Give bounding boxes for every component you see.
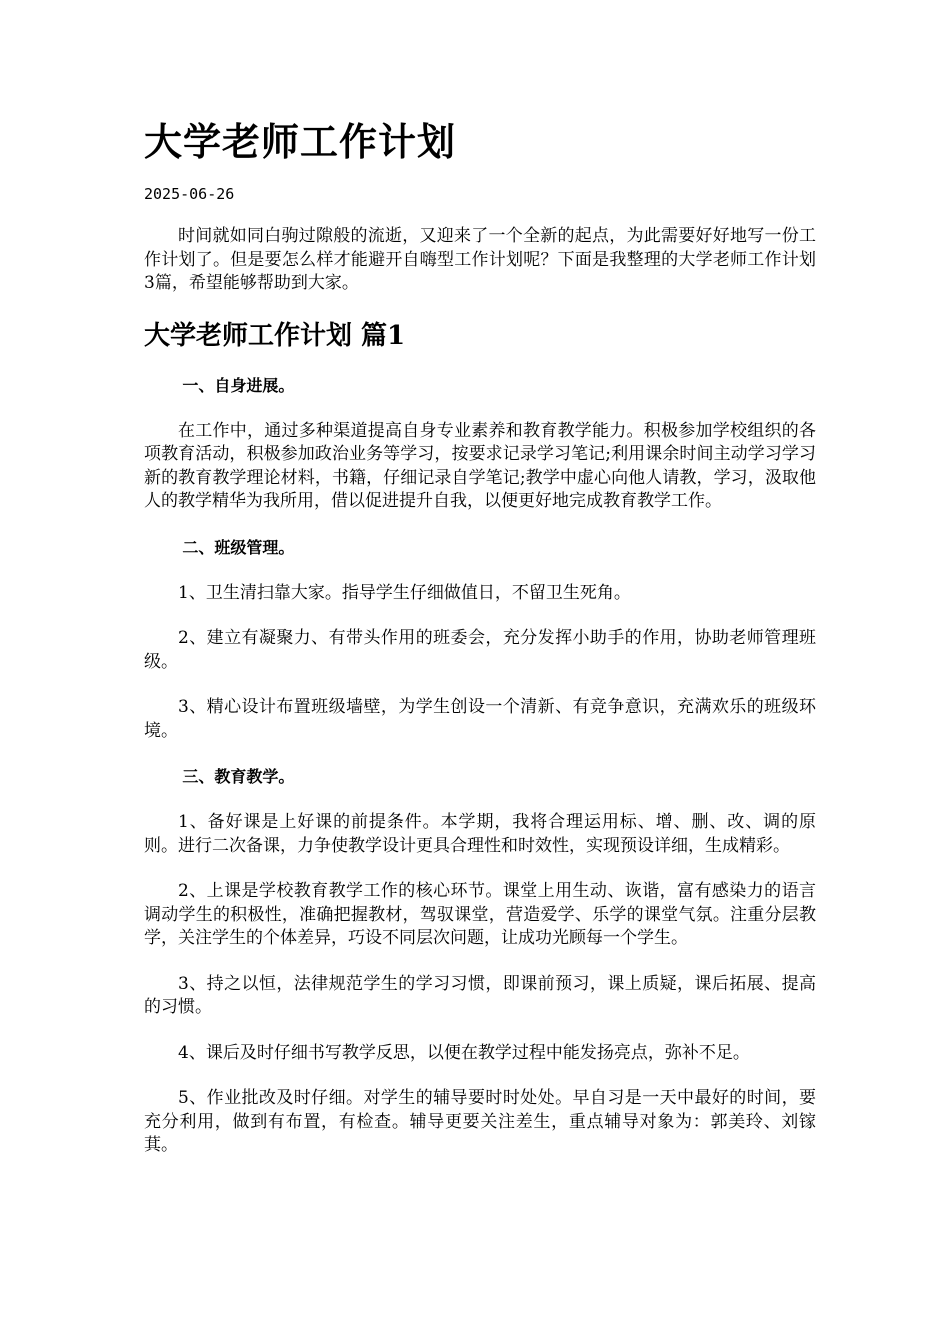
part3-heading: 三、教育教学。 (182, 767, 295, 786)
section-title: 大学老师工作计划 篇1 (144, 320, 406, 351)
part2-item: 1、卫生清扫靠大家。指导学生仔细做值日，不留卫生死角。 (178, 582, 631, 603)
document-title: 大学老师工作计划 (144, 119, 457, 164)
part2-heading: 二、班级管理。 (182, 537, 295, 557)
part3-item: 2、上课是学校教育教学工作的核心环节。课堂上用生动、诙谐，富有感染力的语言调动学生的积极性，准确把握教材，驾驭课堂，营造爱学、乐学的课堂气氛。注重分层教学，关注学生的个体差异，巧设不同层次问题，让成功光顾每一个学生。 (144, 881, 816, 948)
part2-item: 2、建立有凝聚力、有带头作用的班委会，充分发挥小助手的作用，协助老师管理班级。 (144, 628, 816, 672)
part1-heading: 一、自身进展。 (182, 375, 295, 395)
part1-paragraph: 在工作中，通过多种渠道提高自身专业素养和教育教学能力。积极参加学校组织的各项教育活动，积极参加政治业务等学习，按要求记录学习笔记;利用课余时间主动学习学习新的教育教学理论材料，书籍，仔细记录自学笔记;教学中虚心向他人请教，学习，汲取他人的教学精华为我所用，借以促进提升自我，以便更好地完成教育教学工作。 (144, 420, 816, 511)
part3-item: 5、作业批改及时仔细。对学生的辅导要时时处处。早自习是一天中最好的时间，要充分利用，做到有布置，有检查。辅导更要关注差生，重点辅导对象为：郭美玲、刘镓萁。 (144, 1088, 816, 1155)
intro-paragraph: 时间就如同白驹过隙般的流逝，又迎来了一个全新的起点，为此需要好好地写一份工作计划了。但是要怎么样才能避开自嗨型工作计划呢？下面是我整理的大学老师工作计划3篇，希望能够帮助到大家。 (144, 226, 816, 293)
part2-item: 3、精心设计布置班级墙壁，为学生创设一个清新、有竞争意识，充满欢乐的班级环境。 (144, 697, 816, 741)
part3-item: 3、持之以恒，法律规范学生的学习习惯，即课前预习，课上质疑，课后拓展、提高的习惯。 (144, 973, 816, 1017)
part3-item: 1、备好课是上好课的前提条件。本学期，我将合理运用标、增、删、改、调的原则。进行二次备课，力争使教学设计更具合理性和时效性，实现预设详细，生成精彩。 (144, 812, 816, 856)
part3-item: 4、课后及时仔细书写教学反思，以便在教学过程中能发扬亮点，弥补不足。 (178, 1042, 750, 1063)
document-body (144, 225, 816, 1180)
publish-date: 2025-06-26 (144, 185, 235, 203)
